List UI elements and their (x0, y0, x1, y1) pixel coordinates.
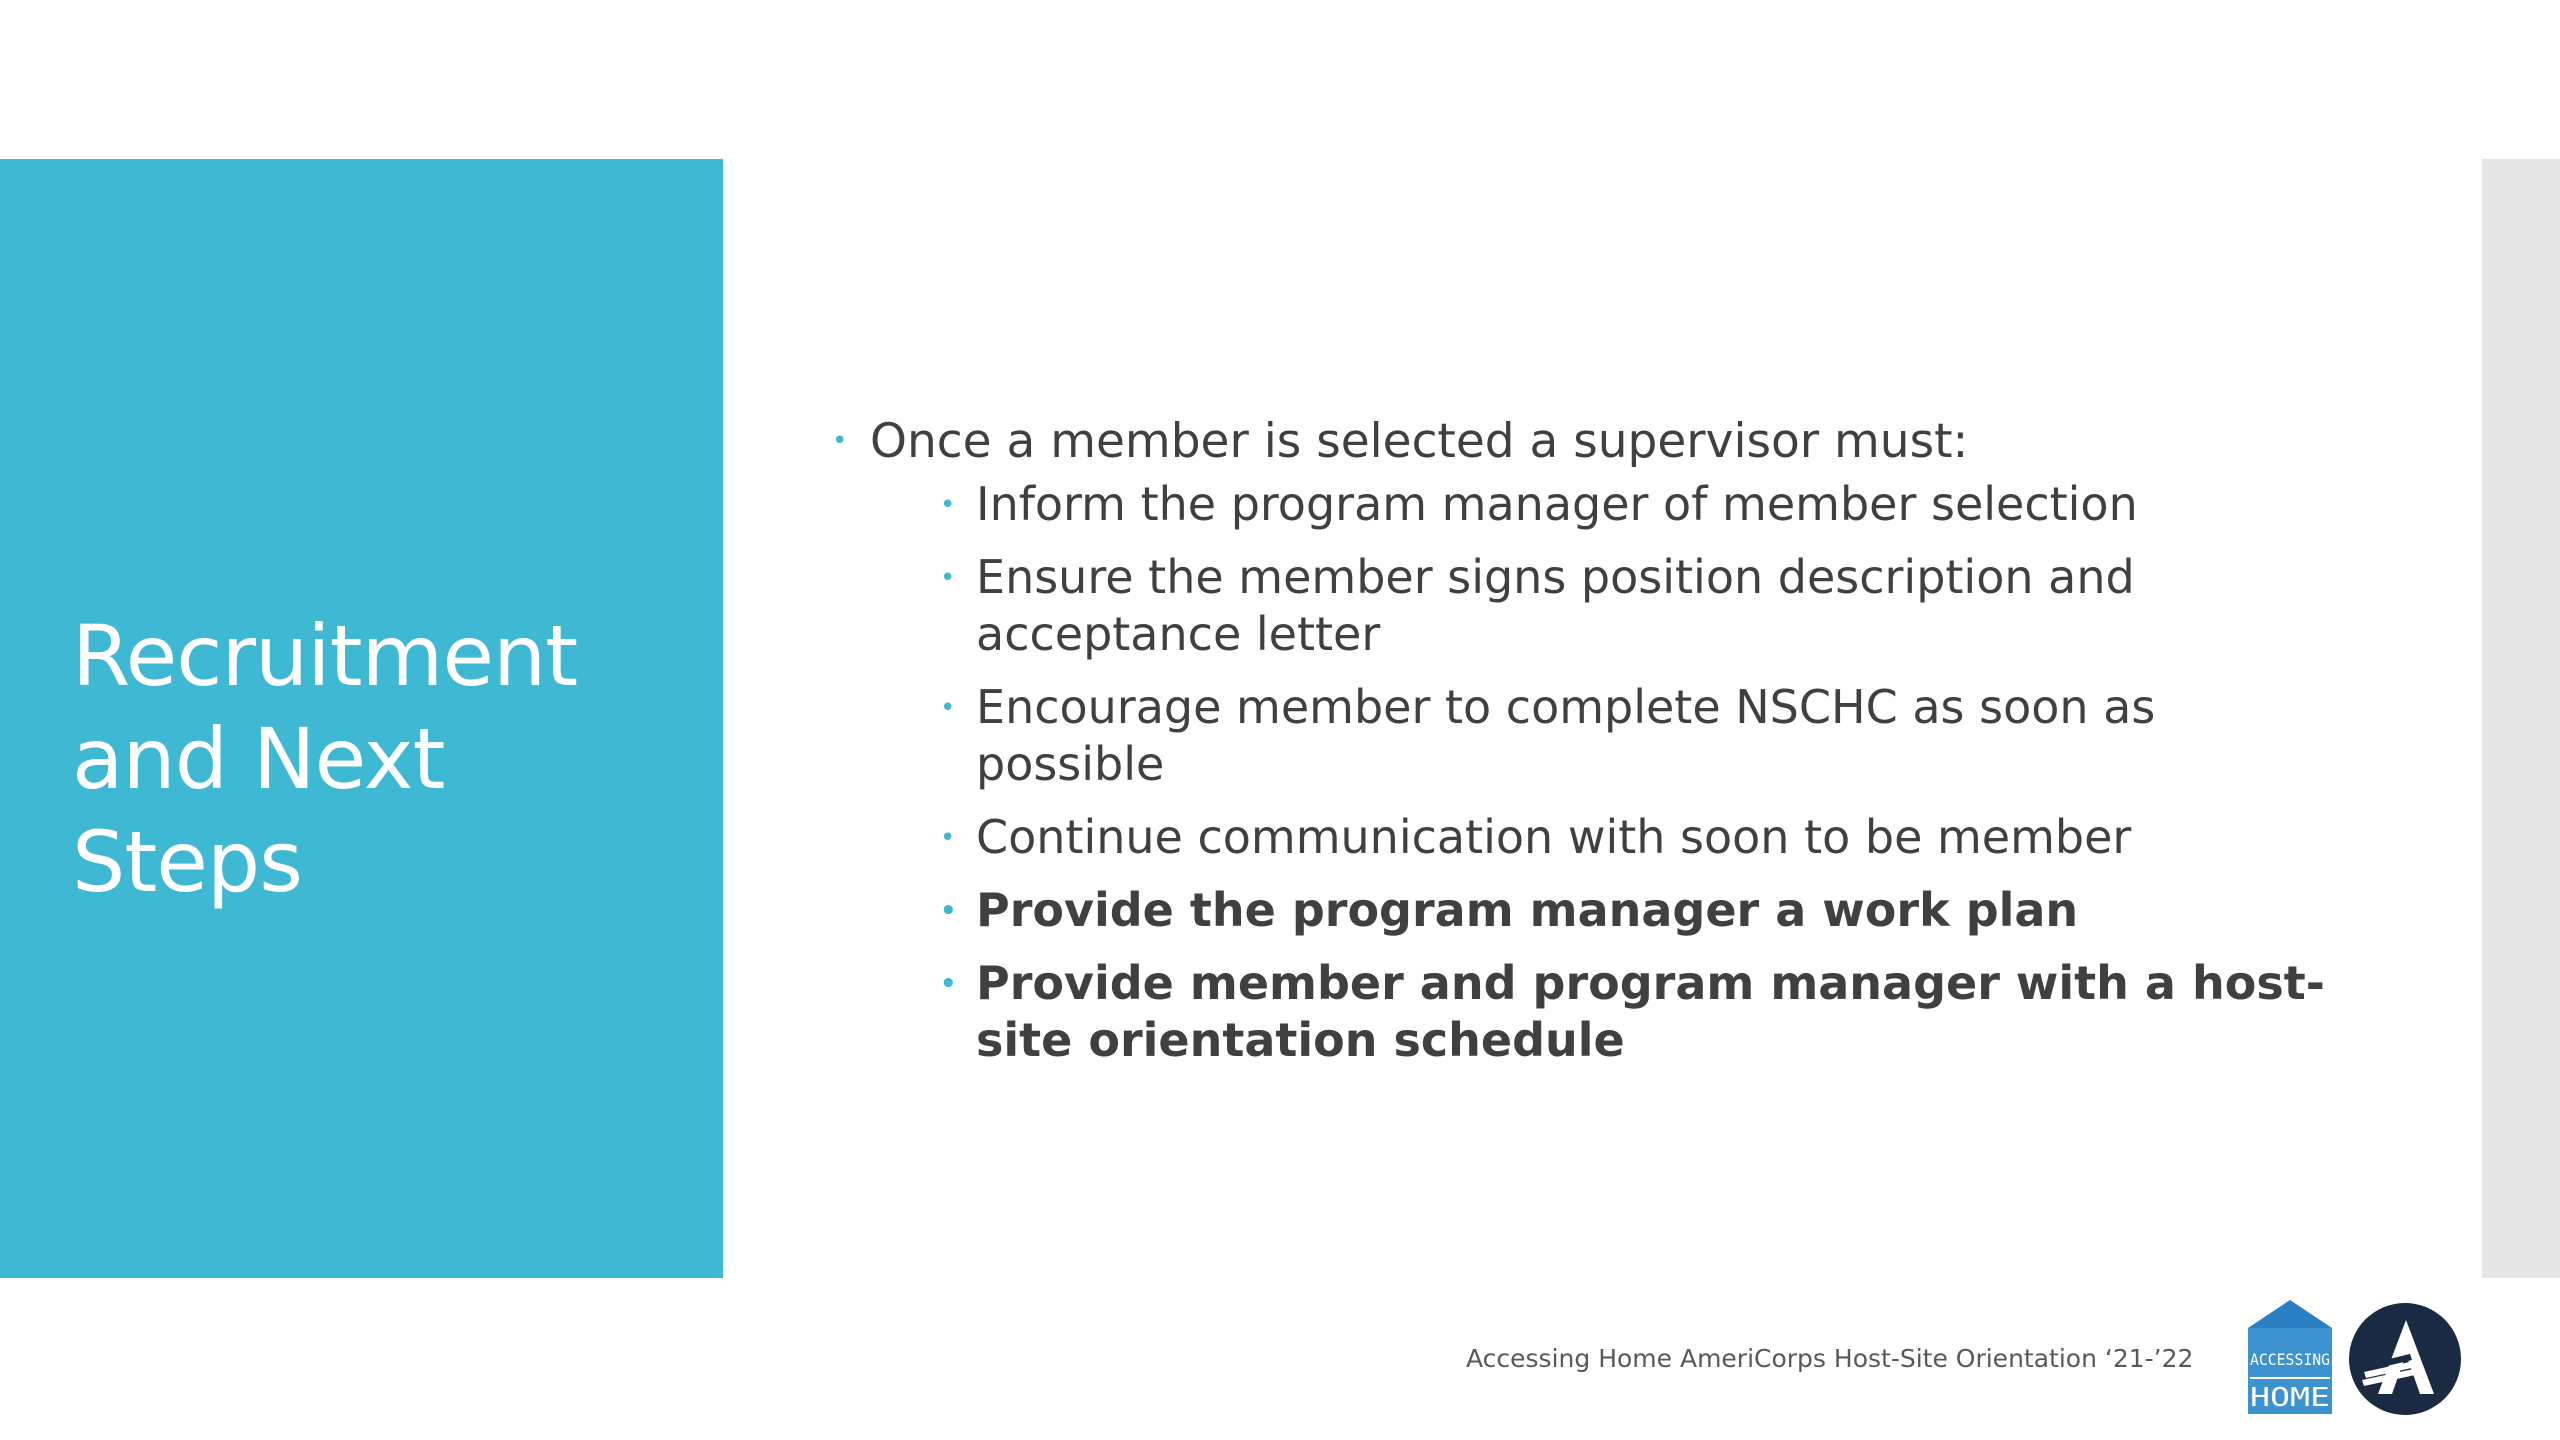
slide-title-line-1: Recruitment (72, 607, 578, 705)
side-strip (2482, 159, 2560, 1278)
sub-bullet-item (940, 955, 2332, 1069)
sub-bullet-item (940, 476, 2332, 533)
sub-bullet-text: Inform the program manager of member selection (976, 477, 2138, 531)
slide-footer: Accessing Home AmeriCorps Host-Site Orientation ‘21-’22 (1466, 1344, 2194, 1373)
main-bullet (832, 410, 2332, 1069)
americorps-logo (2348, 1302, 2462, 1416)
sub-bullet-item (940, 809, 2332, 866)
bullet-dot-icon: • (940, 896, 957, 926)
sub-bullet-text: Provide the program manager a work plan (976, 883, 2079, 937)
bullet-dot-icon: • (940, 823, 956, 853)
house-roof-icon (2248, 1300, 2332, 1328)
sub-bullet-list (870, 476, 2332, 1069)
logo-home-text: HOME (2250, 1383, 2330, 1413)
bullet-dot-icon: • (832, 426, 848, 456)
sub-bullet-text: Provide member and program manager with a host-site orientation schedule (976, 956, 2325, 1067)
sub-bullet-text: Ensure the member signs position description and acceptance letter (976, 550, 2135, 661)
bullet-list (832, 410, 2332, 1069)
bullet-dot-icon: • (940, 563, 956, 593)
slide-title (72, 605, 692, 914)
sub-bullet-item (940, 549, 2332, 663)
main-bullet-text: Once a member is selected a supervisor must: (870, 414, 1969, 469)
bullet-dot-icon: • (940, 969, 957, 999)
bullet-dot-icon: • (940, 490, 956, 520)
slide-content (832, 410, 2332, 1085)
sub-bullet-item (940, 882, 2332, 939)
slide-title-line-2: and Next Steps (72, 710, 445, 911)
sub-bullet-item (940, 679, 2332, 793)
accessing-home-logo (2242, 1298, 2338, 1416)
sub-bullet-text: Continue communication with soon to be member (976, 810, 2132, 864)
logo-accessing-text: ACCESSING (2250, 1350, 2330, 1369)
sub-bullet-text: Encourage member to complete NSCHC as soon as possible (976, 680, 2156, 791)
bullet-dot-icon: • (940, 693, 956, 723)
